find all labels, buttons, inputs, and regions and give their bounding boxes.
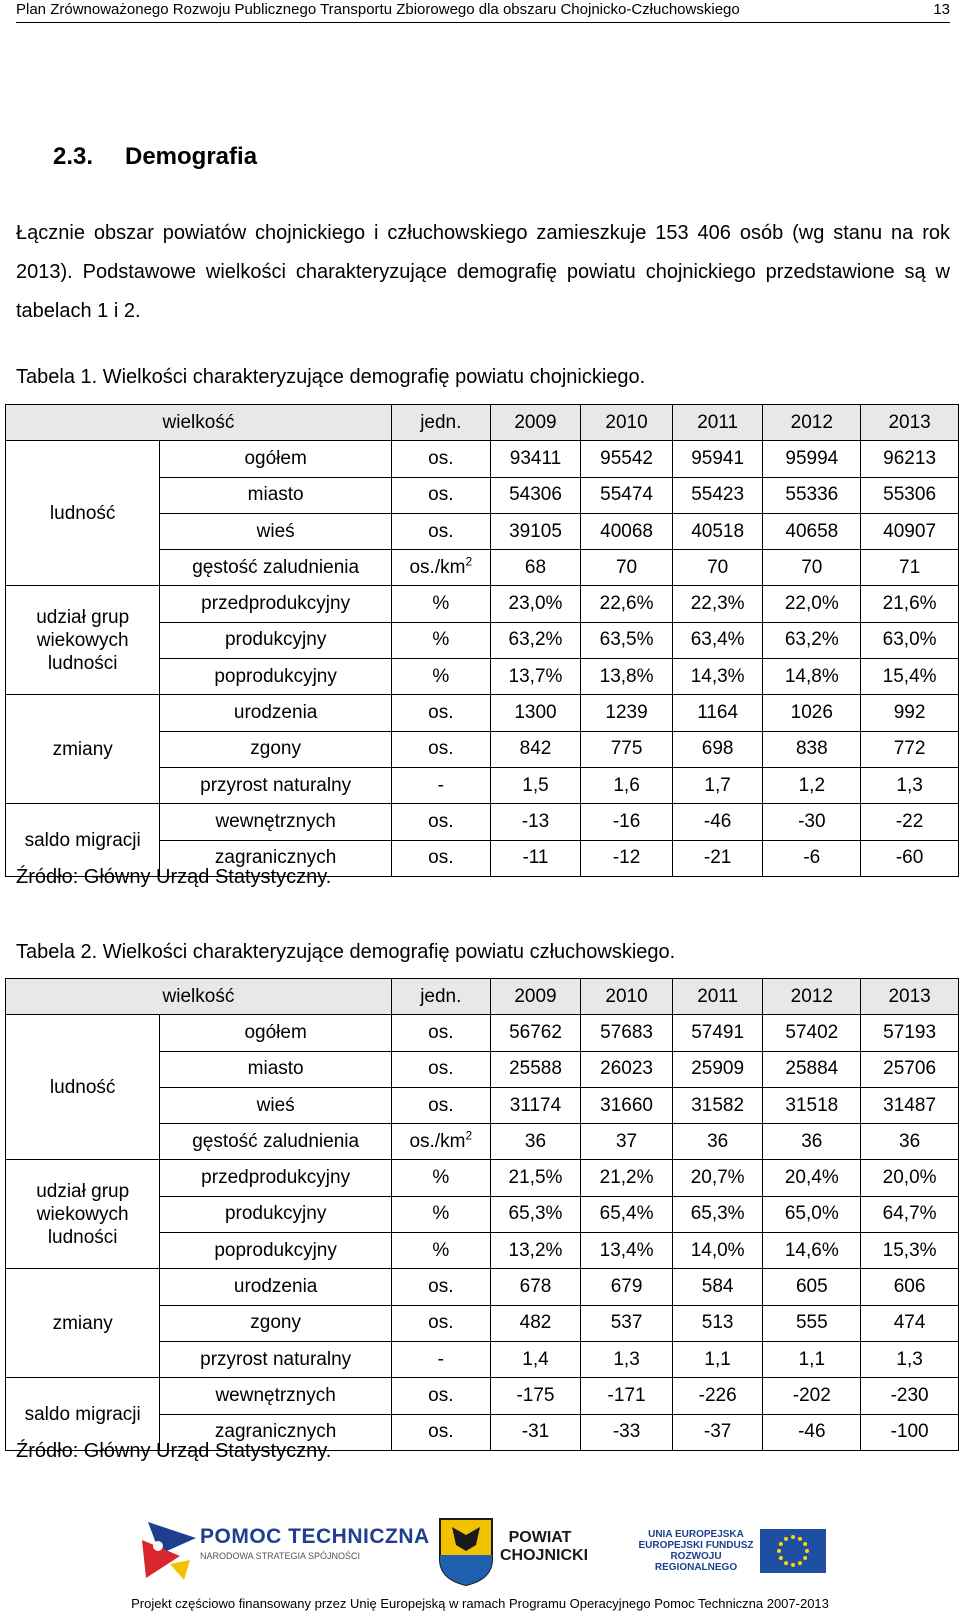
group-label-cell: udział grup wiekowych ludności [6,1160,160,1269]
value-cell: 96213 [861,441,959,477]
eu-logo-text [636,1529,756,1573]
value-cell: 842 [490,731,581,767]
value-cell: 65,4% [581,1196,673,1232]
unit-text: os. [428,1421,454,1443]
value-cell: -100 [861,1414,959,1450]
unit-cell [391,1378,490,1414]
unit-text: % [432,593,450,615]
page-number: 13 [933,1,950,18]
unit-text: % [432,1167,450,1189]
value-cell: 39105 [490,513,581,549]
ue-line-1: UNIA EUROPEJSKA [648,1529,744,1540]
value-cell: 36 [490,1124,581,1160]
value-cell: 1239 [581,695,673,731]
value-cell: 70 [763,550,861,586]
row-label-cell: wieś [160,513,392,549]
group-label-cell: zmiany [6,1269,160,1378]
value-cell: 63,4% [672,622,763,658]
header-cell-wielkosc: wielkość [6,405,392,441]
value-cell: 1,3 [861,1341,959,1377]
unit-cell [391,1196,490,1232]
table-row [6,1160,959,1196]
value-cell: 21,6% [861,586,959,622]
value-cell: 1,3 [581,1341,673,1377]
row-label-cell: przyrost naturalny [160,767,392,803]
table-header-row [6,979,959,1015]
value-cell: 26023 [581,1051,673,1087]
value-cell: 40068 [581,513,673,549]
value-cell: 474 [861,1305,959,1341]
row-label-cell: wewnętrznych [160,1378,392,1414]
value-cell: 40907 [861,513,959,549]
header-cell-year: 2012 [763,979,861,1015]
eu-star [777,1549,781,1553]
value-cell: 14,0% [672,1233,763,1269]
row-label-cell: miasto [160,1051,392,1087]
value-cell: 584 [672,1269,763,1305]
value-cell: 14,6% [763,1233,861,1269]
value-cell: -46 [672,804,763,840]
value-cell: 1,2 [763,767,861,803]
unit-cell [391,695,490,731]
value-cell: -12 [581,840,673,876]
value-cell: 71 [861,550,959,586]
value-cell: 63,2% [763,622,861,658]
value-cell: 21,2% [581,1160,673,1196]
row-label-cell: gęstość zaludnienia [160,550,392,586]
value-cell: -230 [861,1378,959,1414]
row-label-cell: zgony [160,1305,392,1341]
eu-star [805,1549,809,1553]
value-cell: -30 [763,804,861,840]
powiat-line-1: POWIAT [508,1529,572,1546]
value-cell: 93411 [490,441,581,477]
row-label-cell: wieś [160,1087,392,1123]
value-cell: 31582 [672,1087,763,1123]
value-cell: 54306 [490,477,581,513]
table-1-source: Źródło: Główny Urząd Statystyczny. [16,866,332,888]
value-cell: 678 [490,1269,581,1305]
row-label-cell: zagranicznych [160,840,392,876]
row-label-cell: produkcyjny [160,1196,392,1232]
table-2 [5,978,959,1451]
row-label-cell: produkcyjny [160,622,392,658]
unit-text: % [432,629,450,651]
unit-text: os./km [409,556,466,578]
row-label-cell: poprodukcyjny [160,1233,392,1269]
header-cell-year: 2011 [672,405,763,441]
unit-cell [391,1160,490,1196]
value-cell: -21 [672,840,763,876]
unit-cell [391,1124,490,1160]
row-label-cell: zgony [160,731,392,767]
value-cell: 95941 [672,441,763,477]
value-cell: 13,2% [490,1233,581,1269]
unit-text: os. [428,847,454,869]
unit-cell [391,1051,490,1087]
value-cell: 70 [672,550,763,586]
unit-cell [391,622,490,658]
value-cell: 55423 [672,477,763,513]
header-cell-year: 2009 [490,405,581,441]
row-label-cell: urodzenia [160,695,392,731]
value-cell: 64,7% [861,1196,959,1232]
table-header-row [6,405,959,441]
value-cell: 40518 [672,513,763,549]
value-cell: 775 [581,731,673,767]
header-cell-year: 2010 [581,405,673,441]
value-cell: 555 [763,1305,861,1341]
value-cell: 772 [861,731,959,767]
eu-star [791,1535,795,1539]
group-label-cell: zmiany [6,695,160,804]
row-label-cell: miasto [160,477,392,513]
value-cell: 37 [581,1124,673,1160]
eu-flag-icon [760,1529,826,1573]
value-cell: 482 [490,1305,581,1341]
header-title: Plan Zrównoważonego Rozwoju Publicznego Transportu Zbiorowego dla obszaru Chojnicko-Człuchowskiego [16,1,740,18]
section-title: Demografia [125,143,258,170]
value-cell: -37 [672,1414,763,1450]
unit-cell [391,1305,490,1341]
unit-text: % [432,665,450,687]
table-row [6,804,959,840]
unit-cell [391,1087,490,1123]
unit-cell [391,659,490,695]
pomoc-subtitle: NARODOWA STRATEGIA SPÓJNOŚCI [200,1551,361,1561]
value-cell: 20,4% [763,1160,861,1196]
table-row [6,1378,959,1414]
running-header [16,0,950,23]
value-cell: 1026 [763,695,861,731]
unit-text: os. [428,702,454,724]
value-cell: 14,3% [672,659,763,695]
row-label-cell: ogółem [160,441,392,477]
section-heading [53,143,257,171]
table-row [6,1269,959,1305]
unit-text: os. [428,810,454,832]
header-cell-year: 2013 [861,979,959,1015]
value-cell: 23,0% [490,586,581,622]
footer-note: Projekt częściowo finansowany przez Unię Europejską w ramach Programu Operacyjnego Pomoc Techniczna 2007-2013 [131,1596,829,1611]
header-cell-wielkosc: wielkość [6,979,392,1015]
value-cell: 95542 [581,441,673,477]
header-cell-jedn: jedn. [391,405,490,441]
value-cell: 31518 [763,1087,861,1123]
value-cell: 25884 [763,1051,861,1087]
eu-star [798,1537,802,1541]
logo-strip [0,1515,960,1585]
unit-cell [391,441,490,477]
row-label-cell: gęstość zaludnienia [160,1124,392,1160]
row-label-cell: zagranicznych [160,1414,392,1450]
value-cell: 1164 [672,695,763,731]
table-2-caption: Tabela 2. Wielkości charakteryzujące demografię powiatu człuchowskiego. [16,941,676,963]
table-row [6,695,959,731]
unit-text: - [437,774,444,796]
unit-text: os. [428,484,454,506]
value-cell: 57193 [861,1015,959,1051]
unit-text: os. [428,738,454,760]
row-label-cell: poprodukcyjny [160,659,392,695]
unit-text: os. [428,1094,454,1116]
unit-cell [391,513,490,549]
ue-line-3: ROZWOJU REGIONALNEGO [654,1551,738,1573]
unit-cell [391,586,490,622]
intro-paragraph: Łącznie obszar powiatów chojnickiego i człuchowskiego zamieszkuje 153 406 osób (wg stanu na rok 2013). Podstawowe wielkości charakteryzujące demografię powiatu chojnickiego przedstawione są w tabelach 1 i 2. [16,222,950,322]
value-cell: 65,0% [763,1196,861,1232]
value-cell: 95994 [763,441,861,477]
table-2-source: Źródło: Główny Urząd Statystyczny. [16,1440,332,1462]
value-cell: 1,1 [763,1341,861,1377]
value-cell: 606 [861,1269,959,1305]
value-cell: -22 [861,804,959,840]
value-cell: 15,3% [861,1233,959,1269]
unit-cell [391,1341,490,1377]
value-cell: -13 [490,804,581,840]
header-cell-year: 2009 [490,979,581,1015]
value-cell: 838 [763,731,861,767]
value-cell: 1,6 [581,767,673,803]
unit-superscript: 2 [465,1128,473,1143]
value-cell: 22,0% [763,586,861,622]
value-cell: 31660 [581,1087,673,1123]
value-cell: -171 [581,1378,673,1414]
value-cell: 57402 [763,1015,861,1051]
value-cell: 57683 [581,1015,673,1051]
value-cell: 20,7% [672,1160,763,1196]
unit-cell [391,767,490,803]
pomoc-techniczna-emblem-icon [140,1520,198,1582]
row-label-cell: przedprodukcyjny [160,1160,392,1196]
unit-cell [391,1414,490,1450]
value-cell: -202 [763,1378,861,1414]
value-cell: -6 [763,840,861,876]
unit-cell [391,1015,490,1051]
unit-text: os. [428,447,454,469]
value-cell: 36 [861,1124,959,1160]
header-cell-year: 2011 [672,979,763,1015]
value-cell: 56762 [490,1015,581,1051]
value-cell: 1,1 [672,1341,763,1377]
value-cell: 40658 [763,513,861,549]
unit-text: - [437,1348,444,1370]
header-cell-jedn: jedn. [391,979,490,1015]
value-cell: 1300 [490,695,581,731]
unit-superscript: 2 [465,554,473,569]
value-cell: 63,0% [861,622,959,658]
section-number: 2.3. [53,143,94,170]
table-1-caption: Tabela 1. Wielkości charakteryzujące demografię powiatu chojnickiego. [16,366,646,388]
value-cell: -226 [672,1378,763,1414]
eu-star [798,1561,802,1565]
value-cell: 63,5% [581,622,673,658]
eu-star [779,1556,783,1560]
value-cell: 13,4% [581,1233,673,1269]
value-cell: 13,8% [581,659,673,695]
group-label-cell: saldo migracji [6,804,160,877]
table-row [6,586,959,622]
eu-star [784,1537,788,1541]
header-cell-year: 2012 [763,405,861,441]
value-cell: 605 [763,1269,861,1305]
unit-cell [391,1269,490,1305]
unit-cell [391,1233,490,1269]
row-label-cell: przedprodukcyjny [160,586,392,622]
value-cell: 25909 [672,1051,763,1087]
unit-text: os. [428,1021,454,1043]
value-cell: 22,6% [581,586,673,622]
value-cell: -60 [861,840,959,876]
unit-cell [391,477,490,513]
value-cell: -31 [490,1414,581,1450]
value-cell: -33 [581,1414,673,1450]
group-label-cell: udział grup wiekowych ludności [6,586,160,695]
unit-text: os. [428,1276,454,1298]
value-cell: 55474 [581,477,673,513]
header-cell-year: 2010 [581,979,673,1015]
value-cell: 63,2% [490,622,581,658]
row-label-cell: przyrost naturalny [160,1341,392,1377]
value-cell: 1,4 [490,1341,581,1377]
value-cell: 57491 [672,1015,763,1051]
unit-text: os. [428,1384,454,1406]
unit-text: os./km [409,1130,466,1152]
eu-star [791,1563,795,1567]
powiat-chojnicki-logo [500,1529,589,1565]
value-cell: 65,3% [490,1196,581,1232]
unit-text: os. [428,1058,454,1080]
value-cell: -16 [581,804,673,840]
row-label-cell: wewnętrznych [160,804,392,840]
row-label-cell: ogółem [160,1015,392,1051]
value-cell: 36 [763,1124,861,1160]
unit-text: % [432,1203,450,1225]
unit-text: % [432,1239,450,1261]
table-row [6,1015,959,1051]
value-cell: 1,5 [490,767,581,803]
pomoc-techniczna-logo [200,1525,430,1561]
eu-star [803,1556,807,1560]
value-cell: 15,4% [861,659,959,695]
value-cell: 25588 [490,1051,581,1087]
ue-line-2: EUROPEJSKI FUNDUSZ [638,1540,754,1551]
unit-cell [391,731,490,767]
value-cell: 31174 [490,1087,581,1123]
unit-text: os. [428,520,454,542]
value-cell: 679 [581,1269,673,1305]
value-cell: 1,3 [861,767,959,803]
eu-star [803,1542,807,1546]
value-cell: 22,3% [672,586,763,622]
group-label-cell: saldo migracji [6,1378,160,1451]
value-cell: 1,7 [672,767,763,803]
value-cell: 55336 [763,477,861,513]
value-cell: -46 [763,1414,861,1450]
table-1 [5,404,959,877]
value-cell: 20,0% [861,1160,959,1196]
value-cell: 68 [490,550,581,586]
value-cell: 14,8% [763,659,861,695]
eu-star [779,1542,783,1546]
value-cell: 513 [672,1305,763,1341]
group-label-cell: ludność [6,441,160,586]
value-cell: 698 [672,731,763,767]
unit-cell [391,804,490,840]
value-cell: 55306 [861,477,959,513]
value-cell: 70 [581,550,673,586]
value-cell: 36 [672,1124,763,1160]
powiat-line-2: CHOJNICKI [500,1547,589,1564]
value-cell: 21,5% [490,1160,581,1196]
header-cell-year: 2013 [861,405,959,441]
powiat-coat-of-arms-icon [436,1515,496,1587]
unit-cell [391,840,490,876]
row-label-cell: urodzenia [160,1269,392,1305]
value-cell: 537 [581,1305,673,1341]
value-cell: 65,3% [672,1196,763,1232]
value-cell: 25706 [861,1051,959,1087]
eu-star [784,1561,788,1565]
group-label-cell: ludność [6,1015,160,1160]
pomoc-title: POMOC TECHNICZNA [200,1525,430,1548]
value-cell: -175 [490,1378,581,1414]
value-cell: 13,7% [490,659,581,695]
value-cell: 992 [861,695,959,731]
table-row [6,441,959,477]
unit-cell [391,550,490,586]
unit-text: os. [428,1312,454,1334]
value-cell: -11 [490,840,581,876]
value-cell: 31487 [861,1087,959,1123]
